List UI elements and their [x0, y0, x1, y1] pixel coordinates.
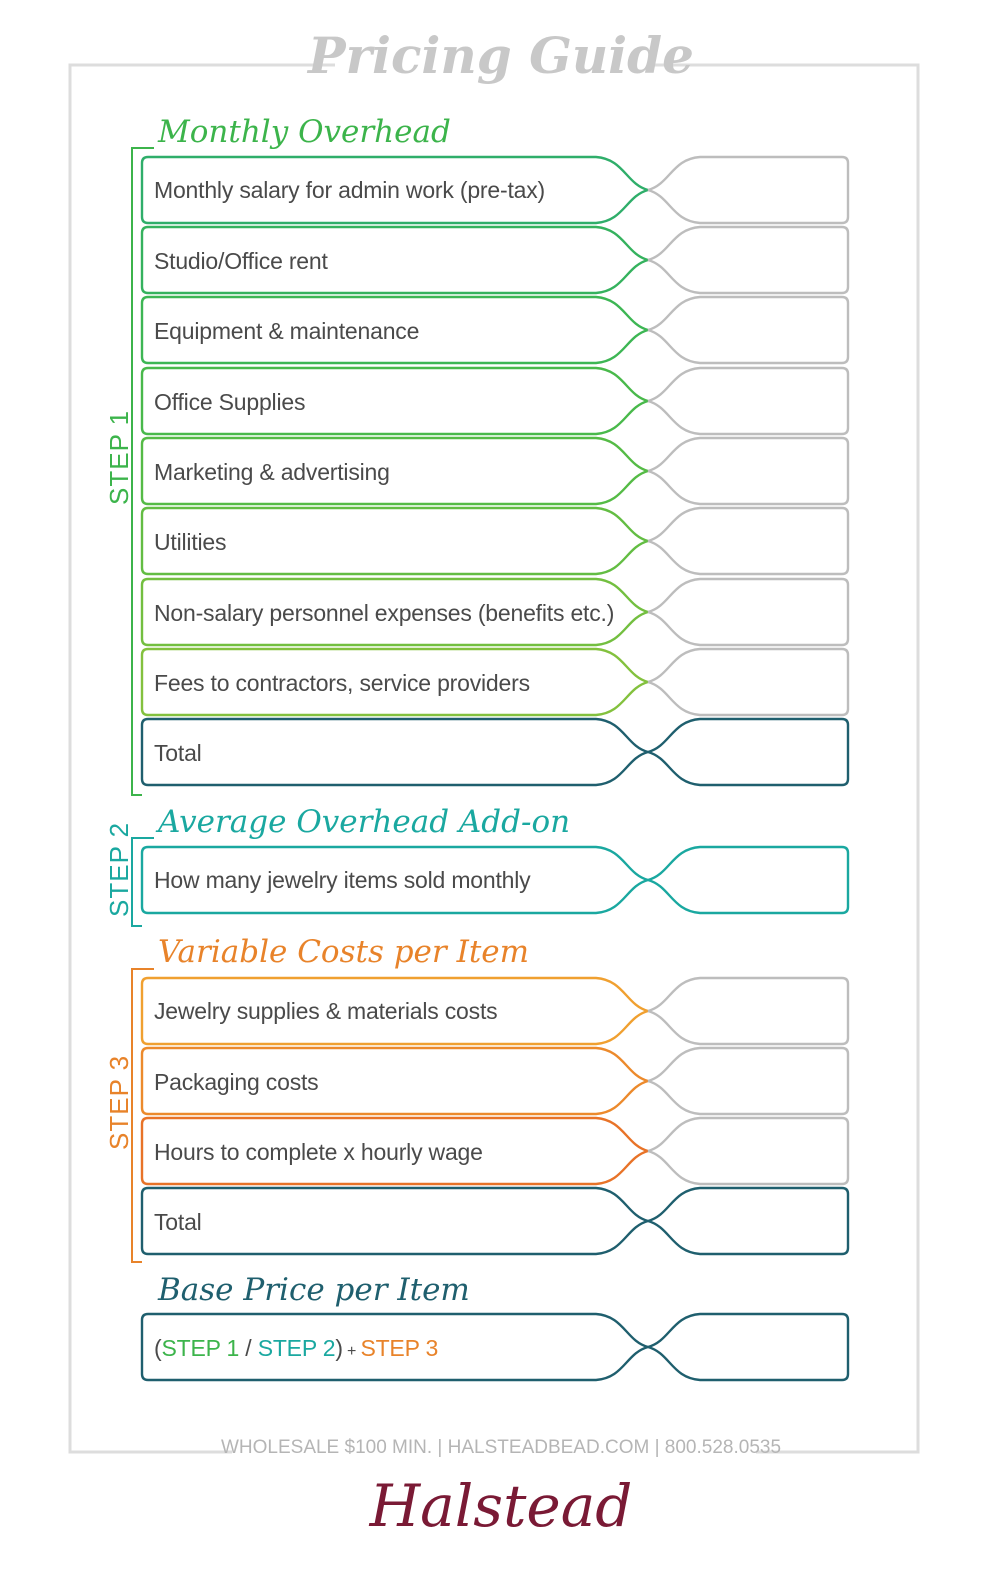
step1-total-row-value-box[interactable]: [648, 719, 848, 785]
step3-total-row-label-box: [142, 1188, 648, 1254]
heading-base-price: Base Price per Item: [158, 1272, 470, 1308]
step1-row-8-value-box[interactable]: [648, 649, 848, 715]
step1-row-6-value-box[interactable]: [648, 508, 848, 574]
step3-label: STEP 3: [104, 1054, 134, 1150]
step2-row-value-box[interactable]: [648, 847, 848, 913]
step1-row-5-value-box[interactable]: [648, 438, 848, 504]
page-title: Pricing Guide: [308, 26, 694, 85]
row-label-contractors: Fees to contractors, service providers: [154, 670, 530, 696]
brand-logo: Halstead: [369, 1472, 633, 1540]
heading-variable-costs: Variable Costs per Item: [158, 934, 530, 970]
outer-frame-right: [648, 65, 918, 1452]
row-label-admin-salary: Monthly salary for admin work (pre-tax): [154, 177, 545, 203]
step1-row-2-value-box[interactable]: [648, 227, 848, 293]
row-label-materials: Jewelry supplies & materials costs: [154, 998, 498, 1024]
formula-open-paren: (: [154, 1335, 162, 1361]
row-label-packaging: Packaging costs: [154, 1069, 319, 1095]
footer-contact: WHOLESALE $100 MIN. | HALSTEADBEAD.COM | 800.528.0535: [220, 1437, 782, 1458]
step1-row-6: [142, 508, 848, 574]
step2-label: STEP 2: [104, 821, 134, 917]
row-label-step1-total: Total: [154, 740, 202, 766]
row-label-personnel: Non-salary personnel expenses (benefits etc.): [154, 600, 615, 626]
step3-row-1-value-box[interactable]: [648, 978, 848, 1044]
step3-row-2-value-box[interactable]: [648, 1048, 848, 1114]
step1-row-4-value-box[interactable]: [648, 368, 848, 434]
row-label-office-rent: Studio/Office rent: [154, 248, 328, 274]
formula-slash: /: [239, 1335, 258, 1361]
heading-monthly-overhead: Monthly Overhead: [158, 114, 451, 150]
row-label-items-sold: How many jewelry items sold monthly: [154, 867, 531, 893]
row-label-step3-total: Total: [154, 1209, 202, 1235]
step1-label: STEP 1: [104, 409, 134, 505]
formula-step3: STEP 3: [360, 1335, 439, 1361]
row-label-equipment: Equipment & maintenance: [154, 318, 420, 344]
base-price-formula: [154, 1335, 438, 1362]
step3-total-row-value-box[interactable]: [648, 1188, 848, 1254]
step1-row-7-value-box[interactable]: [648, 579, 848, 645]
formula-step2: STEP 2: [257, 1335, 336, 1361]
step3-total-row: [142, 1188, 848, 1254]
step1-total-row: [142, 719, 848, 785]
row-label-marketing: Marketing & advertising: [154, 459, 390, 485]
row-label-hourly-wage: Hours to complete x hourly wage: [154, 1139, 483, 1165]
base-price-row-value-box[interactable]: [648, 1314, 848, 1380]
step1-total-row-label-box: [142, 719, 648, 785]
formula-close-paren: ): [335, 1335, 343, 1361]
row-label-utilities: Utilities: [154, 529, 227, 555]
heading-average-overhead-add-on: Average Overhead Add-on: [158, 804, 571, 840]
row-label-office-supplies: Office Supplies: [154, 389, 306, 415]
step3-row-3-value-box[interactable]: [648, 1118, 848, 1184]
formula-plus: +: [342, 1343, 361, 1360]
formula-step1: STEP 1: [161, 1335, 240, 1361]
step1-row-1-value-box[interactable]: [648, 157, 848, 223]
step1-row-3-value-box[interactable]: [648, 297, 848, 363]
